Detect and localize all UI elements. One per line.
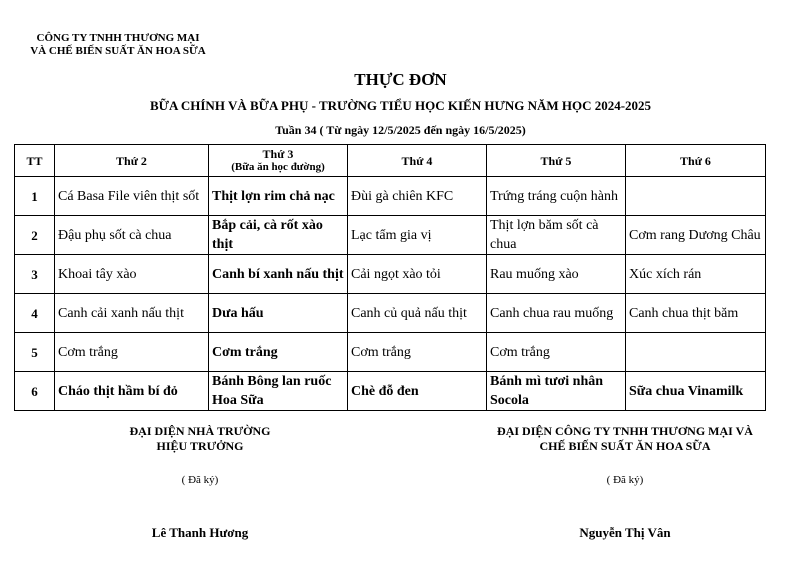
school-rep-line-1: ĐẠI DIỆN NHÀ TRƯỜNG — [129, 424, 271, 438]
header-monday: Thứ 2 — [55, 145, 209, 177]
cell-monday: Đậu phụ sốt cà chua — [55, 216, 209, 255]
cell-tuesday: Bắp cải, cà rốt xào thịt — [209, 216, 348, 255]
cell-thursday: Rau muống xào — [487, 255, 626, 294]
header-wednesday: Thứ 4 — [348, 145, 487, 177]
cell-friday: Canh chua thịt băm — [626, 294, 766, 333]
cell-tuesday: Canh bí xanh nấu thịt — [209, 255, 348, 294]
cell-wednesday: Chè đỗ đen — [348, 372, 487, 411]
table-row — [15, 216, 766, 255]
cell-monday: Khoai tây xào — [55, 255, 209, 294]
row-number: 5 — [15, 333, 55, 372]
cell-wednesday: Đùi gà chiên KFC — [348, 177, 487, 216]
cell-friday — [626, 177, 766, 216]
cell-monday: Canh cải xanh nấu thịt — [55, 294, 209, 333]
table-row — [15, 294, 766, 333]
row-number: 4 — [15, 294, 55, 333]
cell-thursday: Trứng tráng cuộn hành — [487, 177, 626, 216]
company-line-2: VÀ CHẾ BIẾN SUẤT ĂN HOA SỮA — [30, 45, 206, 57]
cell-tuesday: Thịt lợn rim chả nạc — [209, 177, 348, 216]
week-range: Tuần 34 ( Từ ngày 12/5/2025 đến ngày 16/5/2025) — [275, 123, 526, 137]
cell-friday — [626, 333, 766, 372]
cell-tuesday: Cơm trắng — [209, 333, 348, 372]
cell-friday: Cơm rang Dương Châu — [626, 216, 766, 255]
company-representative — [465, 424, 785, 454]
company-line-1: CÔNG TY TNHH THƯƠNG MẠI — [36, 32, 200, 44]
cell-wednesday: Cải ngọt xào tỏi — [348, 255, 487, 294]
row-number: 6 — [15, 372, 55, 411]
school-rep-name: Lê Thanh Hương — [151, 525, 249, 540]
cell-monday: Cháo thịt hầm bí đỏ — [55, 372, 209, 411]
company-rep-line-1: ĐẠI DIỆN CÔNG TY TNHH THƯƠNG MẠI VÀ — [497, 424, 753, 438]
page-subtitle: BỮA CHÍNH VÀ BỮA PHỤ - TRƯỜNG TIỂU HỌC KIẾN HƯNG NĂM HỌC 2024-2025 — [149, 98, 652, 113]
menu-table — [14, 144, 766, 411]
school-representative — [100, 424, 300, 454]
header-tuesday-label: Thứ 3 — [262, 147, 294, 161]
company-rep-line-2: CHẾ BIẾN SUẤT ĂN HOA SỮA — [539, 439, 711, 453]
cell-monday: Cơm trắng — [55, 333, 209, 372]
header-tt: TT — [15, 145, 55, 177]
header-tuesday-sub: (Bữa ăn học đường) — [231, 161, 325, 173]
page-title: THỰC ĐƠN — [354, 70, 447, 89]
cell-thursday: Bánh mì tươi nhân Socola — [487, 372, 626, 411]
table-row — [15, 255, 766, 294]
table-row — [15, 177, 766, 216]
cell-friday: Xúc xích rán — [626, 255, 766, 294]
cell-thursday: Canh chua rau muống — [487, 294, 626, 333]
cell-wednesday: Canh củ quả nấu thịt — [348, 294, 487, 333]
company-rep-name: Nguyễn Thị Vân — [579, 525, 671, 540]
table-header-row — [15, 145, 766, 177]
school-rep-line-2: HIỆU TRƯỞNG — [156, 439, 244, 453]
cell-monday: Cá Basa File viên thịt sốt — [55, 177, 209, 216]
cell-tuesday: Dưa hấu — [209, 294, 348, 333]
cell-friday: Sữa chua Vinamilk — [626, 372, 766, 411]
company-name — [18, 32, 218, 58]
cell-thursday: Cơm trắng — [487, 333, 626, 372]
header-tuesday — [209, 145, 348, 177]
table-row — [15, 372, 766, 411]
table-row — [15, 333, 766, 372]
cell-wednesday: Cơm trắng — [348, 333, 487, 372]
company-signed-note: ( Đã ký) — [606, 474, 644, 486]
row-number: 3 — [15, 255, 55, 294]
cell-thursday: Thịt lợn băm sốt cà chua — [487, 216, 626, 255]
header-thursday: Thứ 5 — [487, 145, 626, 177]
school-signed-note: ( Đã ký) — [181, 474, 219, 486]
cell-wednesday: Lạc tẩm gia vị — [348, 216, 487, 255]
row-number: 1 — [15, 177, 55, 216]
cell-tuesday: Bánh Bông lan ruốc Hoa Sữa — [209, 372, 348, 411]
row-number: 2 — [15, 216, 55, 255]
header-friday: Thứ 6 — [626, 145, 766, 177]
